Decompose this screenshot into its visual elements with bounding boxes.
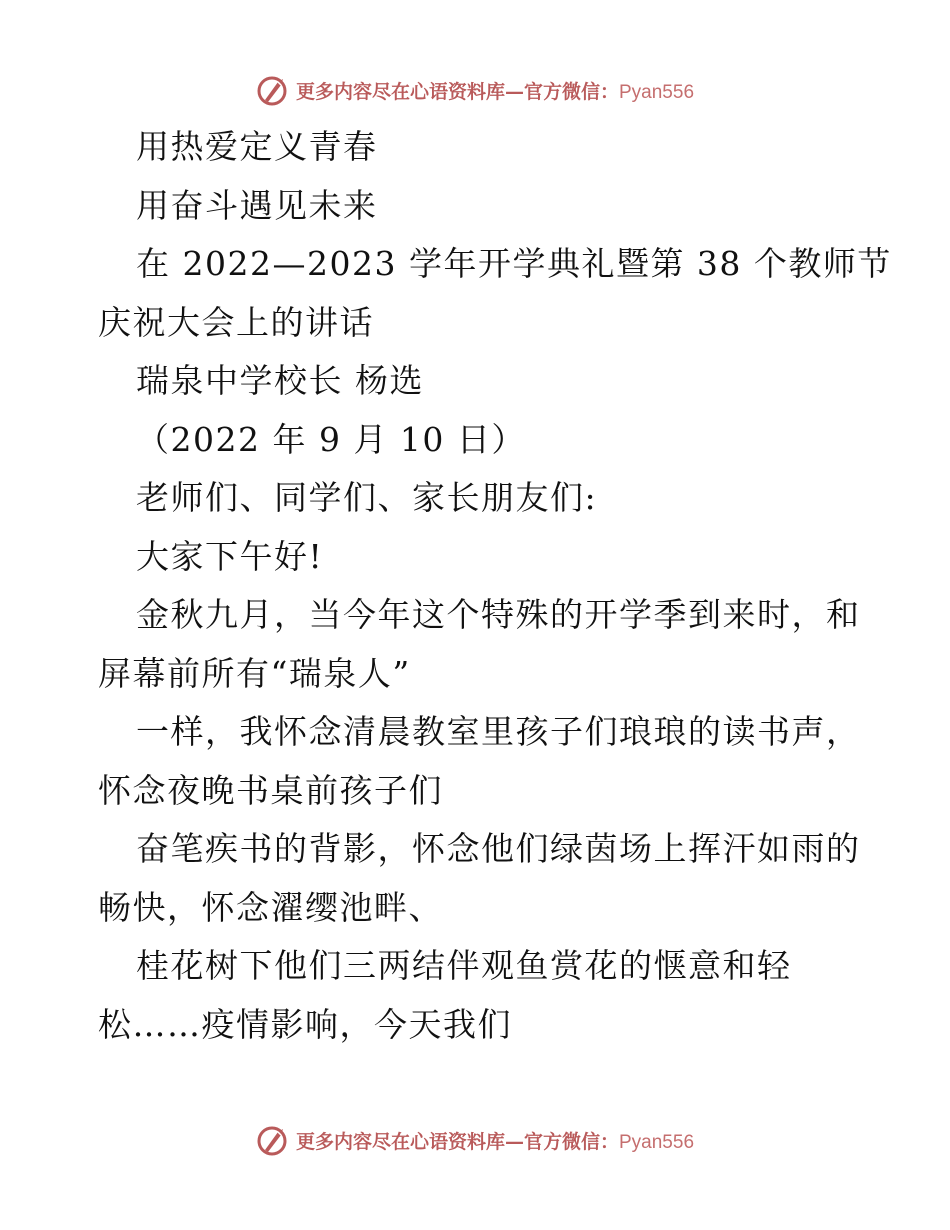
text-line: 金秋九月，当今年这个特殊的开学季到来时，和 (136, 595, 861, 634)
watermark-text: 更多内容尽在心语资料库—官方微信：Pyan556 (295, 80, 695, 103)
text-line: 松……疫情影响，今天我们 (98, 1004, 512, 1044)
text-line: （2022 年 9 月 10 日） (136, 419, 526, 459)
watermark-wechat-id: Pyan556 (619, 81, 695, 103)
header-watermark (0, 72, 950, 108)
text-line: 怀念夜晚书桌前孩子们 (98, 770, 443, 810)
text-line: 奋笔疾书的背影，怀念他们绿茵场上挥汗如雨的 (136, 829, 861, 868)
pen-logo-icon (256, 73, 290, 107)
text-line: 屏幕前所有“瑞泉人” (98, 653, 411, 693)
text-line: 在 2022—2023 学年开学典礼暨第 38 个教师节 (136, 244, 892, 283)
text-line: 瑞泉中学校长 杨选 (136, 361, 424, 400)
document-body (98, 118, 892, 1054)
watermark-text: 更多内容尽在心语资料库—官方微信：Pyan556 (295, 1130, 695, 1153)
pen-logo-icon (256, 1123, 290, 1157)
text-line: 用奋斗遇见未来 (136, 185, 378, 225)
text-line: 畅快，怀念濯缨池畔、 (98, 887, 443, 927)
text-line: 大家下午好! (136, 536, 324, 576)
footer-watermark (0, 1122, 950, 1158)
text-line: 用热爱定义青春 (136, 127, 378, 166)
text-line: 桂花树下他们三两结伴观鱼赏花的惬意和轻 (136, 946, 792, 985)
text-line: 一样，我怀念清晨教室里孩子们琅琅的读书声， (136, 712, 861, 751)
watermark-wechat-id: Pyan556 (619, 1131, 695, 1153)
text-line: 庆祝大会上的讲话 (98, 302, 374, 342)
text-line: 老师们、同学们、家长朋友们: (136, 478, 598, 517)
